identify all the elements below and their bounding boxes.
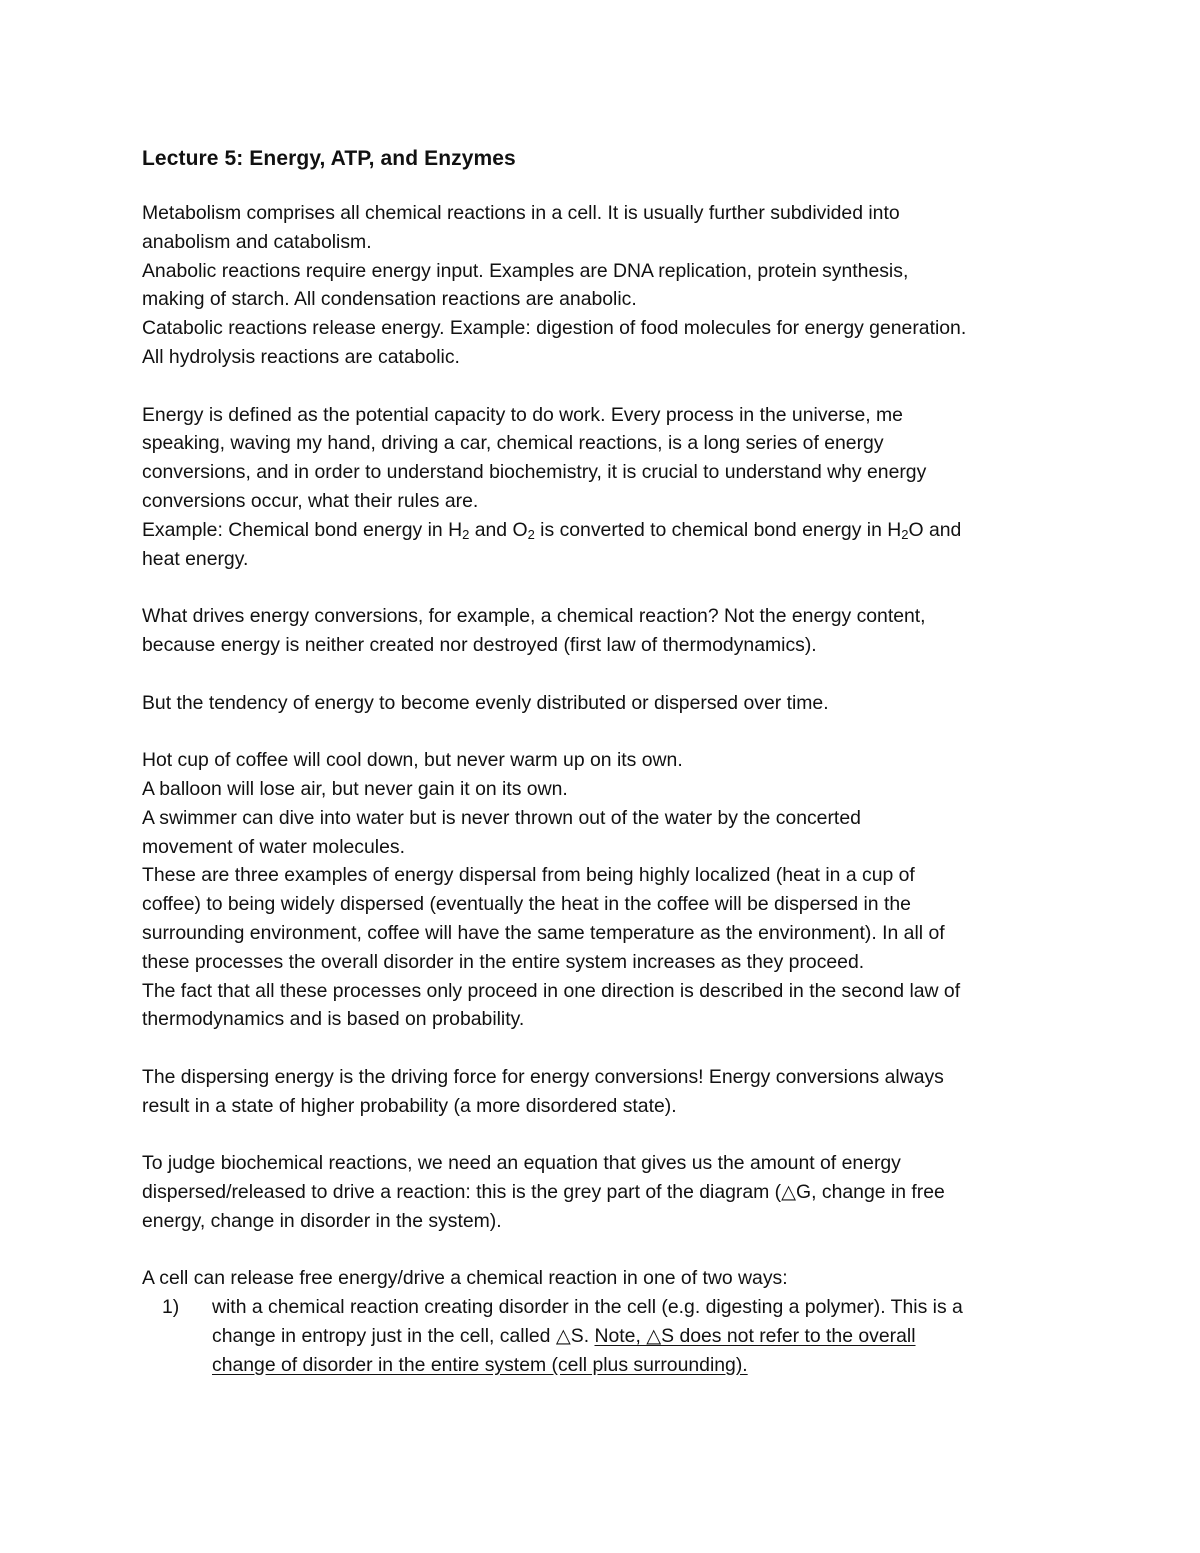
paragraph-second-law: The fact that all these processes only proceed in one direction is described in the second law of thermodynamics and is based on probability. xyxy=(142,979,961,1031)
spacer xyxy=(142,573,1082,602)
paragraph-metabolism: Metabolism comprises all chemical reactions in a cell. It is usually further subdivided into anabolism and catabolism. xyxy=(142,202,900,253)
paragraph-swimmer: A swimmer can dive into water but is never thrown out of the water by the concerted movement of water molecules. xyxy=(142,806,861,858)
paragraph-two-ways: A cell can release free energy/drive a chemical reaction in one of two ways: xyxy=(142,1267,788,1290)
paragraph-example xyxy=(142,516,1082,574)
list-item-number: 1) xyxy=(162,1296,180,1319)
paragraph-coffee: Hot cup of coffee will cool down, but never warm up on its own. xyxy=(142,749,683,772)
paragraph-catabolic: Catabolic reactions release energy. Example: digestion of food molecules for energy generation. All hydrolysis reactions are catabolic. xyxy=(142,317,967,368)
subscript-2: 2 xyxy=(462,526,470,542)
page-title: Lecture 5: Energy, ATP, and Enzymes xyxy=(142,147,516,170)
paragraph-tendency: But the tendency of energy to become evenly distributed or dispersed over time. xyxy=(142,691,829,714)
paragraph-driving-force: The dispersing energy is the driving force for energy conversions! Energy conversions always result in a state of higher probability (a more disordered state). xyxy=(142,1065,944,1117)
paragraph-balloon: A balloon will lose air, but never gain it on its own. xyxy=(142,777,568,800)
example-text-1: Example: Chemical bond energy in H xyxy=(142,518,463,541)
list-item xyxy=(142,1293,1082,1379)
example-text-4: O and heat energy. xyxy=(142,518,962,570)
paragraph-energy-definition: Energy is defined as the potential capacity to do work. Every process in the universe, me speaking, waving my hand, driving a car, chemical reactions, is a long series of energy conversions, and in order to understand biochemistry, it is crucial to understand why energy conversions occur, what their rules are. xyxy=(142,403,927,512)
subscript-2: 2 xyxy=(901,526,909,542)
example-text-3: is converted to chemical bond energy in H xyxy=(534,518,902,541)
example-text-2: and O xyxy=(469,518,528,541)
spacer xyxy=(142,1121,1082,1150)
spacer xyxy=(142,660,1082,689)
paragraph-judge-reactions: To judge biochemical reactions, we need an equation that gives us the amount of energy dispersed/released to drive a reaction: this is the grey part of the diagram (△G, change in free energy, change in disorder in the system). xyxy=(142,1152,945,1232)
subscript-2: 2 xyxy=(527,526,535,542)
paragraph-anabolic: Anabolic reactions require energy input. Examples are DNA replication, protein synthesis, making of starch. All condensation reactions are anabolic. xyxy=(142,259,909,311)
numbered-list xyxy=(142,1293,1082,1379)
paragraph-what-drives: What drives energy conversions, for example, a chemical reaction? Not the energy content, because energy is neither created nor destroyed (first law of thermodynamics). xyxy=(142,605,926,656)
spacer xyxy=(142,1236,1082,1265)
spacer xyxy=(142,717,1082,746)
list-item-underlined-note: Note, △S does not refer to the overall change of disorder in the entire system (cell plus surrounding). xyxy=(212,1325,916,1376)
paragraph-three-examples: These are three examples of energy dispersal from being highly localized (heat in a cup of coffee) to being widely dispersed (eventually the heat in the coffee will be dispersed in the surrounding environment, coffee will have the same temperature as the environment). In all of these processes the overall disorder in the entire system increases as they proceed. xyxy=(142,864,945,973)
spacer xyxy=(142,372,1082,401)
list-item-text: with a chemical reaction creating disorder in the cell (e.g. digesting a polymer). This is a change in entropy just in the cell, called △S. xyxy=(212,1296,963,1348)
document-page xyxy=(142,143,1082,1380)
spacer xyxy=(142,1034,1082,1063)
